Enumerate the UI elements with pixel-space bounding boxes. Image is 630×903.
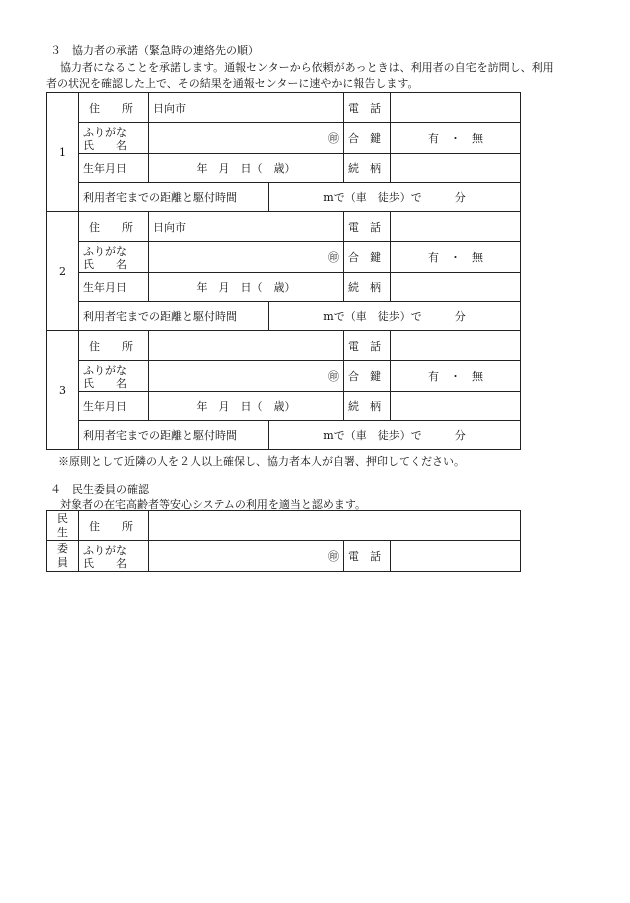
row-number: 2 bbox=[47, 212, 79, 331]
phone-label: 電 話 bbox=[344, 93, 391, 123]
commissioner-phone-field[interactable] bbox=[391, 541, 521, 572]
distance-field[interactable]: mで（車 徒歩）で 分 bbox=[269, 421, 521, 450]
cooperator-table-3 bbox=[46, 330, 521, 450]
name-label: ふりがな 氏 名 bbox=[79, 123, 149, 154]
name-label: ふりがな 氏 名 bbox=[79, 242, 149, 273]
seal-mark: ㊞ bbox=[328, 132, 339, 145]
birth-label: 生年月日 bbox=[79, 392, 149, 421]
distance-label: 利用者宅までの距離と駆付時間 bbox=[79, 183, 269, 212]
commissioner-side-label-bottom: 委 員 bbox=[47, 541, 79, 572]
section4-paragraph: 対象者の在宅高齢者等安心システムの利用を適当と認めます。 bbox=[60, 498, 367, 511]
commissioner-address-label: 住 所 bbox=[79, 511, 149, 541]
relation-label: 続 柄 bbox=[344, 154, 391, 183]
name-field[interactable] bbox=[149, 361, 344, 392]
birth-field[interactable]: 年 月 日（ 歳） bbox=[149, 154, 344, 183]
birth-field[interactable]: 年 月 日（ 歳） bbox=[149, 392, 344, 421]
address-field[interactable]: 日向市 bbox=[149, 212, 344, 242]
address-field[interactable]: 日向市 bbox=[149, 93, 344, 123]
row-number: 3 bbox=[47, 331, 79, 450]
address-label: 住 所 bbox=[79, 331, 149, 361]
distance-field[interactable]: mで（車 徒歩）で 分 bbox=[269, 183, 521, 212]
birth-field[interactable]: 年 月 日（ 歳） bbox=[149, 273, 344, 302]
birth-label: 生年月日 bbox=[79, 154, 149, 183]
distance-label: 利用者宅までの距離と駆付時間 bbox=[79, 302, 269, 331]
key-label: 合 鍵 bbox=[344, 242, 391, 273]
commissioner-name-field[interactable] bbox=[149, 541, 344, 572]
section3-note: ※原則として近隣の人を２人以上確保し、協力者本人が自署、押印してください。 bbox=[58, 455, 465, 468]
cooperator-table-1 bbox=[46, 92, 521, 212]
distance-label: 利用者宅までの距離と駆付時間 bbox=[79, 421, 269, 450]
section3-para-line2: 者の状況を確認した上で、その結果を通報センターに速やかに報告します。 bbox=[46, 77, 419, 90]
phone-field[interactable] bbox=[391, 93, 521, 123]
name-field[interactable] bbox=[149, 123, 344, 154]
row-number: 1 bbox=[47, 93, 79, 212]
key-options[interactable]: 有 ・ 無 bbox=[391, 242, 521, 273]
seal-mark: ㊞ bbox=[328, 251, 339, 264]
commissioner-address-field[interactable] bbox=[149, 511, 521, 541]
key-options[interactable]: 有 ・ 無 bbox=[391, 361, 521, 392]
seal-mark: ㊞ bbox=[328, 370, 339, 383]
phone-field[interactable] bbox=[391, 212, 521, 242]
address-label: 住 所 bbox=[79, 212, 149, 242]
key-label: 合 鍵 bbox=[344, 123, 391, 154]
relation-field[interactable] bbox=[391, 273, 521, 302]
section4-heading: ４ 民生委員の確認 bbox=[50, 483, 149, 496]
section3-paragraph bbox=[46, 60, 591, 92]
relation-label: 続 柄 bbox=[344, 273, 391, 302]
birth-label: 生年月日 bbox=[79, 273, 149, 302]
relation-label: 続 柄 bbox=[344, 392, 391, 421]
name-field[interactable] bbox=[149, 242, 344, 273]
key-label: 合 鍵 bbox=[344, 361, 391, 392]
relation-field[interactable] bbox=[391, 154, 521, 183]
phone-label: 電 話 bbox=[344, 331, 391, 361]
welfare-commissioner-table bbox=[46, 510, 521, 572]
commissioner-phone-label: 電 話 bbox=[344, 541, 391, 572]
phone-field[interactable] bbox=[391, 331, 521, 361]
key-options[interactable]: 有 ・ 無 bbox=[391, 123, 521, 154]
commissioner-side-label-top: 民 生 bbox=[47, 511, 79, 541]
address-label: 住 所 bbox=[79, 93, 149, 123]
distance-field[interactable]: mで（車 徒歩）で 分 bbox=[269, 302, 521, 331]
relation-field[interactable] bbox=[391, 392, 521, 421]
section3-para-line1: 協力者になることを承諾します。通報センターから依頼があっときは、利用者の自宅を訪問し、利用 bbox=[60, 61, 554, 74]
address-field[interactable] bbox=[149, 331, 344, 361]
cooperator-table-2 bbox=[46, 211, 521, 331]
phone-label: 電 話 bbox=[344, 212, 391, 242]
seal-mark: ㊞ bbox=[328, 550, 339, 563]
commissioner-name-label: ふりがな 氏 名 bbox=[79, 541, 149, 572]
section3-heading: ３ 協力者の承諾（緊急時の連絡先の順） bbox=[50, 44, 259, 57]
name-label: ふりがな 氏 名 bbox=[79, 361, 149, 392]
